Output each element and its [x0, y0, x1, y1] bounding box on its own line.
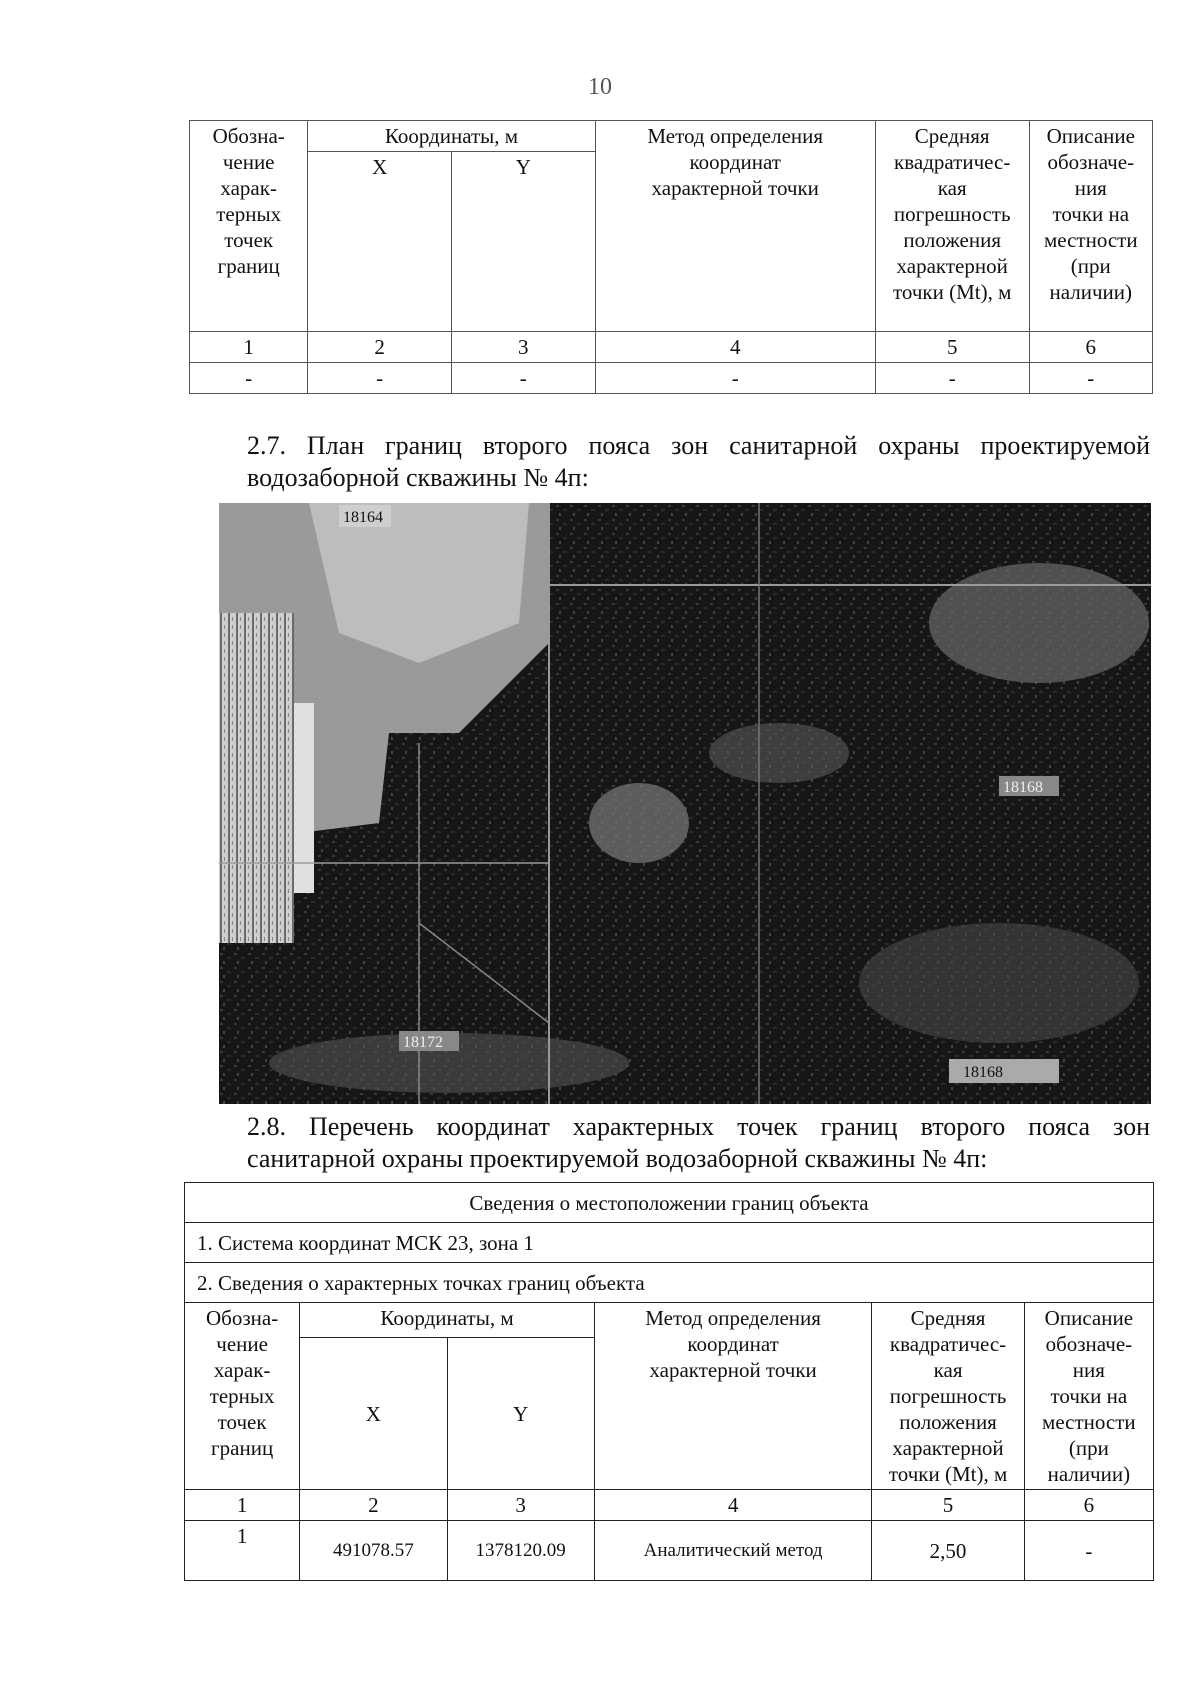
table-header-row — [185, 1303, 1154, 1338]
map-label: 18164 — [343, 509, 383, 526]
section-2-7-text: 2.7. План границ второго пояса зон санитарной охраны проектируемой водозаборной скважины № 4п: — [247, 431, 1150, 492]
boundary-plan-map — [219, 503, 1151, 1104]
table-number-row — [185, 1490, 1154, 1521]
header-coordinates: Координаты, м — [300, 1303, 595, 1338]
header-error: Средняя квадратичес- кая погрешность положения характерной точки (Mt), м — [875, 121, 1029, 332]
cell: - — [595, 363, 875, 394]
map-label: 18168 — [963, 1064, 1003, 1081]
cell: - — [1029, 363, 1152, 394]
description-value: - — [1024, 1521, 1153, 1581]
header-method: Метод определения координат характерной точки — [595, 121, 875, 332]
header-description: Описание обозначе- ния точки на местности (при наличии) — [1029, 121, 1152, 332]
method-value: Аналитический метод — [594, 1521, 872, 1581]
col-number: 5 — [872, 1490, 1024, 1521]
header-description: Описание обозначе- ния точки на местности (при наличии) — [1024, 1303, 1153, 1490]
cell: - — [875, 363, 1029, 394]
col-number: 6 — [1029, 332, 1152, 363]
header-designation: Обозна- чение харак- терных точек границ — [190, 121, 308, 332]
table-title: Сведения о местоположении границ объекта — [185, 1183, 1154, 1223]
col-number: 2 — [300, 1490, 447, 1521]
header-x: X — [308, 152, 452, 332]
header-method: Метод определения координат характерной точки — [594, 1303, 872, 1490]
table-header-row — [190, 121, 1153, 152]
point-number: 1 — [185, 1521, 300, 1581]
col-number: 4 — [595, 332, 875, 363]
col-number: 5 — [875, 332, 1029, 363]
satellite-image — [219, 503, 1151, 1104]
cell: - — [308, 363, 452, 394]
map-label: 18172 — [403, 1034, 443, 1051]
col-number: 1 — [190, 332, 308, 363]
cell: - — [190, 363, 308, 394]
page-number: 10 — [588, 74, 612, 100]
map-label: 18168 — [1003, 779, 1043, 796]
col-number: 6 — [1024, 1490, 1153, 1521]
error-value: 2,50 — [872, 1521, 1024, 1581]
table-number-row — [190, 332, 1153, 363]
coordinates-table-previous — [189, 120, 1153, 394]
section-2-7-paragraph — [177, 430, 1150, 494]
col-number: 2 — [308, 332, 452, 363]
header-y: Y — [451, 152, 595, 332]
table-row — [190, 363, 1153, 394]
header-x: X — [300, 1338, 447, 1490]
coordinate-system: 1. Система координат МСК 23, зона 1 — [185, 1223, 1154, 1263]
header-error: Средняя квадратичес- кая погрешность положения характерной точки (Mt), м — [872, 1303, 1024, 1490]
x-value: 491078.57 — [300, 1521, 447, 1581]
col-number: 1 — [185, 1490, 300, 1521]
section-2-8-text: 2.8. Перечень координат характерных точек границ второго пояса зон санитарной охраны проектируемой водозаборной скважины № 4п: — [247, 1112, 1150, 1173]
header-designation: Обозна- чение харак- терных точек границ — [185, 1303, 300, 1490]
y-value: 1378120.09 — [447, 1521, 594, 1581]
col-number: 4 — [594, 1490, 872, 1521]
col-number: 3 — [447, 1490, 594, 1521]
col-number: 3 — [451, 332, 595, 363]
cell: - — [451, 363, 595, 394]
coordinates-table — [184, 1182, 1154, 1581]
points-info: 2. Сведения о характерных точках границ объекта — [185, 1263, 1154, 1303]
table-row — [185, 1521, 1154, 1581]
header-y: Y — [447, 1338, 594, 1490]
header-coordinates: Координаты, м — [308, 121, 595, 152]
section-2-8-paragraph — [177, 1111, 1150, 1175]
